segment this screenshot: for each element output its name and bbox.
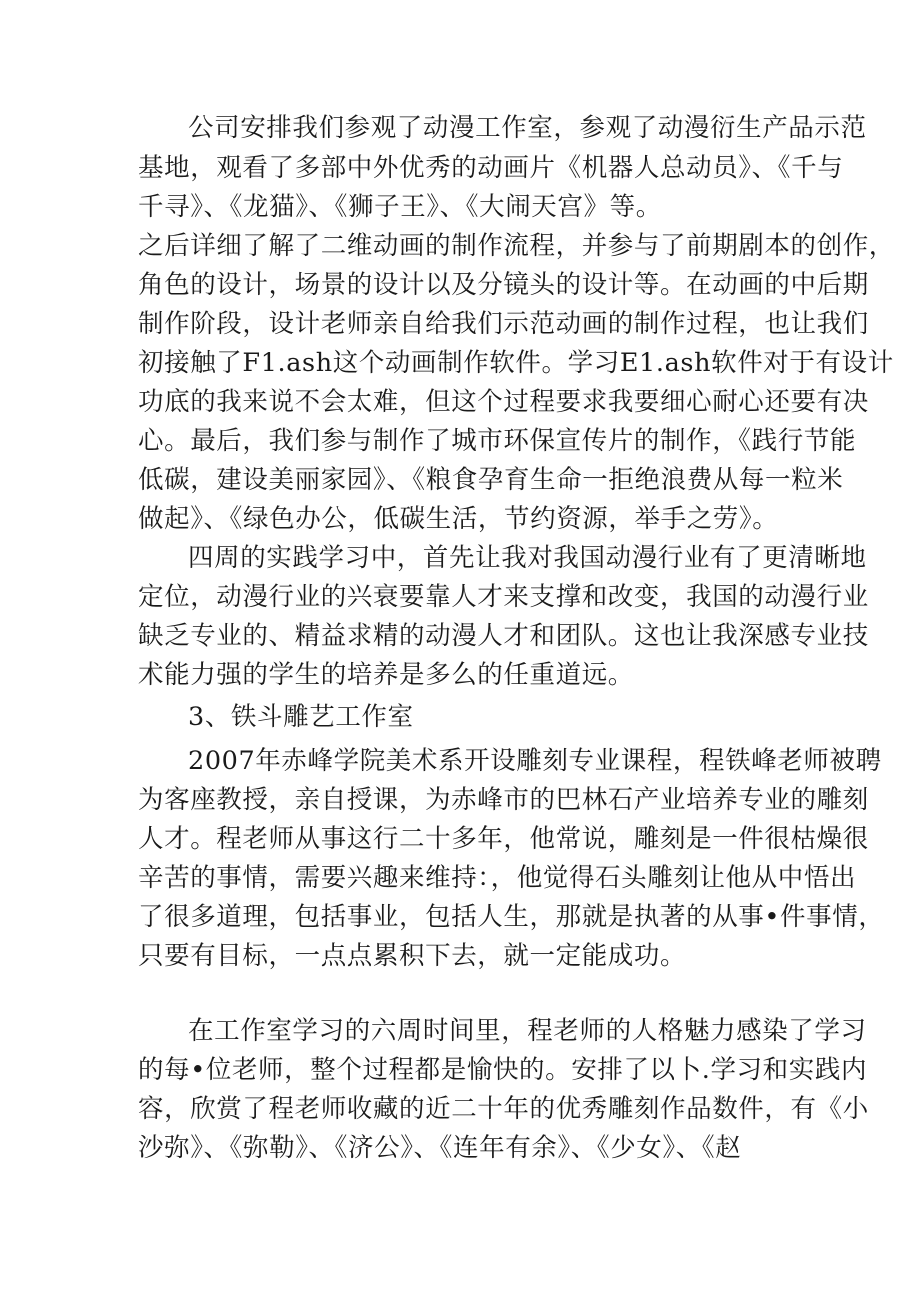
- text-line: 低碳，建设美丽家园》、《粮食孕育生命一拒绝浪费从每一粒米: [138, 465, 844, 495]
- text-line: 角色的设计，场景的设计以及分镜头的设计等。在动画的中后期: [138, 270, 869, 300]
- text-line: 容，欣赏了程老师收藏的近二十年的优秀雕刻作品数件，有《小: [138, 1094, 869, 1124]
- text-line: 为客座教授，亲自授课，为赤峰市的巴林石产业培养专业的雕刻: [138, 785, 869, 815]
- text-line: 做起》、《绿色办公，低碳生活，节约资源，举手之劳》。: [138, 504, 779, 534]
- text-line: 功底的我来说不会太难，但这个过程要求我要细心耐心还要有决: [138, 387, 869, 417]
- text-line: 只要有目标，一点点累积下去，就一定能成功。: [138, 941, 687, 971]
- text-line: 公司安排我们参观了动漫工作室，参观了动漫衍生产品示范: [188, 113, 867, 143]
- text-line: 辛苦的事情，需要兴趣来维持：，他觉得石头雕刻让他从中悟出: [138, 863, 857, 893]
- text-line: 千寻》、《龙猫》、《狮子王》、《大闹天宫》等。: [138, 192, 662, 222]
- text-line: 基地，观看了多部中外优秀的动画片《机器人总动员》、《千与: [138, 153, 844, 183]
- text-line: 2007年赤峰学院美术系开设雕刻专业课程，程铁峰老师被聘: [188, 746, 882, 776]
- text-line: 术能力强的学生的培养是多么的任重道远。: [138, 660, 634, 690]
- text-line: 的每•位老师，整个过程都是愉快的。安排了以卜.学习和实践内: [138, 1055, 868, 1085]
- section-heading: 3、铁斗雕艺工作室: [188, 702, 414, 732]
- text-line: 在工作室学习的六周时间里，程老师的人格魅力感染了学习: [188, 1016, 867, 1046]
- text-line: 定位，动漫行业的兴衰要靠人才来支撑和改变，我国的动漫行业: [138, 582, 869, 612]
- text-line: 缺乏专业的、精益求精的动漫人才和团队。这也让我深感专业技: [138, 621, 869, 651]
- text-line: 之后详细了解了二维动画的制作流程，并参与了前期剧本的创作，: [138, 231, 895, 261]
- text-line: 了很多道理，包括事业，包括人生，那就是执著的从事•件事情，: [138, 902, 885, 932]
- text-line: 四周的实践学习中，首先让我对我国动漫行业有了更清晰地: [188, 543, 867, 573]
- text-line: 心。最后，我们参与制作了城市环保宣传片的制作，《践行节能: [138, 426, 857, 456]
- text-line: 沙弥》、《弥勒》、《济公》、《连年有余》、《少女》、《赵: [138, 1133, 742, 1163]
- text-line: 初接触了F1.ash这个动画制作软件。学习E1.ash软件对于有设计: [138, 348, 894, 378]
- text-line: 人才。程老师从事这行二十多年，他常说，雕刻是一件很枯燥很: [138, 824, 869, 854]
- text-line: 制作阶段，设计老师亲自给我们示范动画的制作过程，也让我们: [138, 309, 869, 339]
